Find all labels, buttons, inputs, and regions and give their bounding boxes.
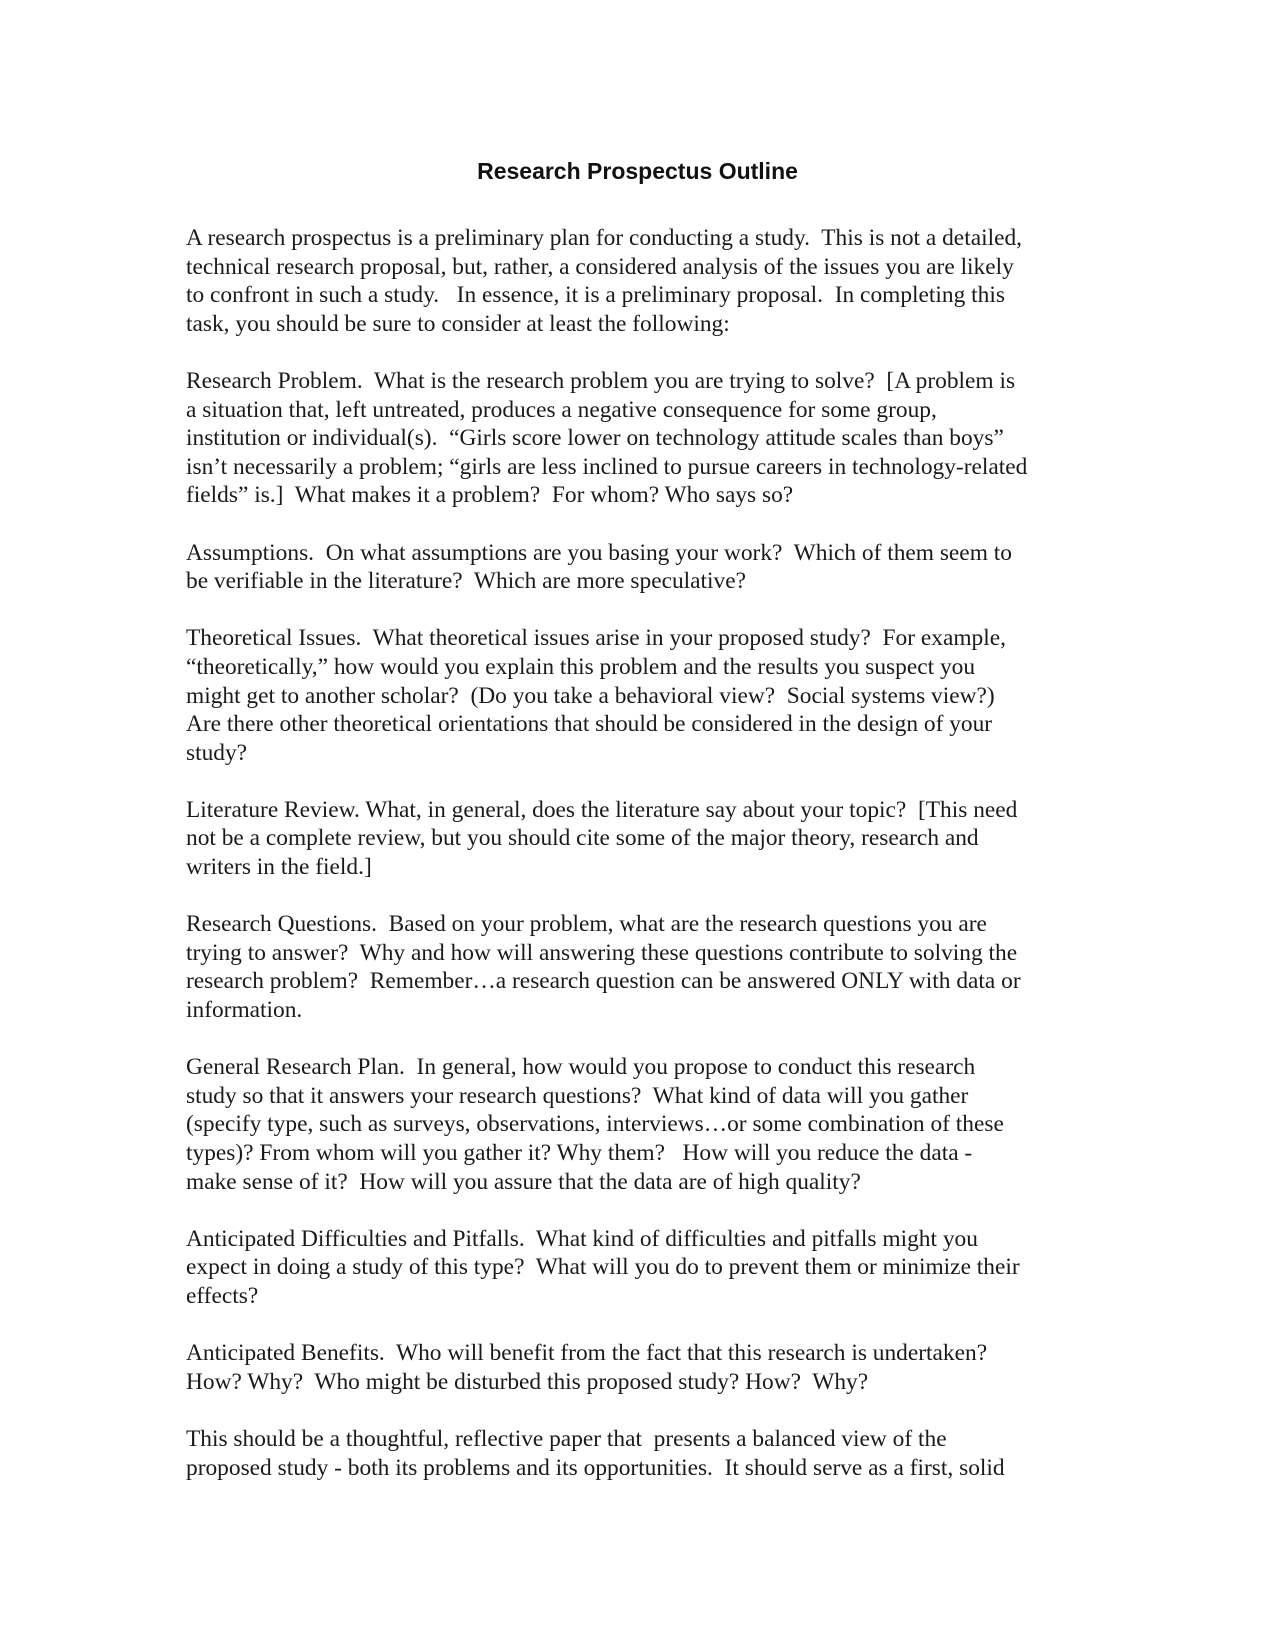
paragraph bbox=[186, 910, 1086, 1024]
paragraph bbox=[186, 796, 1086, 882]
text-line: technical research proposal, but, rather, a considered analysis of the issues you are likely bbox=[186, 253, 1014, 280]
text-line: study? bbox=[186, 739, 248, 766]
paragraph bbox=[186, 1053, 1086, 1196]
paragraph bbox=[186, 624, 1086, 767]
text-line: A research prospectus is a preliminary plan for conducting a study. This is not a detailed, bbox=[186, 225, 1022, 251]
text-line: This should be a thoughtful, reflective paper that presents a balanced view of the bbox=[186, 1425, 947, 1452]
document-title: Research Prospectus Outline bbox=[477, 158, 798, 184]
text-line: institution or individual(s). “Girls score lower on technology attitude scales than boys” bbox=[186, 425, 1004, 452]
paragraph bbox=[186, 539, 1086, 596]
text-line: writers in the field.] bbox=[186, 854, 372, 881]
text-line: study so that it answers your research questions? What kind of data will you gather bbox=[186, 1082, 969, 1109]
text-line: expect in doing a study of this type? What will you do to prevent them or minimize their bbox=[186, 1254, 1020, 1281]
text-line: proposed study - both its problems and its opportunities. It should serve as a first, solid bbox=[186, 1454, 1005, 1481]
text-line: be verifiable in the literature? Which are more speculative? bbox=[186, 568, 747, 595]
text-line: might get to another scholar? (Do you take a behavioral view? Social systems view?) bbox=[186, 682, 995, 709]
text-line: Anticipated Difficulties and Pitfalls. What kind of difficulties and pitfalls might you bbox=[186, 1225, 978, 1252]
text-line: Assumptions. On what assumptions are you basing your work? Which of them seem to bbox=[186, 539, 1012, 566]
paragraph bbox=[186, 1339, 1086, 1396]
text-line: How? Why? Who might be disturbed this proposed study? How? Why? bbox=[186, 1368, 869, 1395]
paragraph bbox=[186, 1225, 1086, 1311]
text-line: “theoretically,” how would you explain this problem and the results you suspect you bbox=[186, 653, 976, 680]
text-line: to confront in such a study. In essence, it is a preliminary proposal. In completing this bbox=[186, 282, 1005, 309]
text-line: Research Problem. What is the research problem you are trying to solve? [A problem is bbox=[186, 367, 1016, 394]
text-line: a situation that, left untreated, produces a negative consequence for some group, bbox=[186, 396, 937, 423]
paragraph bbox=[186, 224, 1086, 338]
text-line: trying to answer? Why and how will answering these questions contribute to solving the bbox=[186, 939, 1018, 966]
text-line: isn’t necessarily a problem; “girls are less inclined to pursue careers in technology-related bbox=[186, 453, 1028, 480]
text-line: General Research Plan. In general, how would you propose to conduct this research bbox=[186, 1054, 976, 1081]
text-line: Literature Review. What, in general, does the literature say about your topic? [This need bbox=[186, 796, 1018, 823]
text-line: Anticipated Benefits. Who will benefit from the fact that this research is undertaken? bbox=[186, 1340, 988, 1367]
text-line: (specify type, such as surveys, observations, interviews…or some combination of these bbox=[186, 1111, 1004, 1138]
text-line: make sense of it? How will you assure that the data are of high quality? bbox=[186, 1168, 861, 1195]
text-line: types)? From whom will you gather it? Why them? How will you reduce the data - bbox=[186, 1140, 973, 1166]
text-line: Research Questions. Based on your problem, what are the research questions you are bbox=[186, 911, 987, 938]
text-line: research problem? Remember…a research question can be answered ONLY with data or bbox=[186, 968, 1021, 995]
paragraph bbox=[186, 1425, 1086, 1482]
text-line: not be a complete review, but you should cite some of the major theory, research and bbox=[186, 825, 979, 852]
text-line: effects? bbox=[186, 1282, 259, 1309]
text-line: task, you should be sure to consider at least the following: bbox=[186, 310, 730, 337]
text-line: information. bbox=[186, 997, 303, 1024]
text-line: fields” is.] What makes it a problem? For whom? Who says so? bbox=[186, 482, 794, 509]
paragraph bbox=[186, 367, 1086, 510]
document-body bbox=[186, 224, 1086, 1511]
text-line: Are there other theoretical orientations that should be considered in the design of your bbox=[186, 711, 993, 738]
text-line: Theoretical Issues. What theoretical issues arise in your proposed study? For example, bbox=[186, 625, 1006, 652]
